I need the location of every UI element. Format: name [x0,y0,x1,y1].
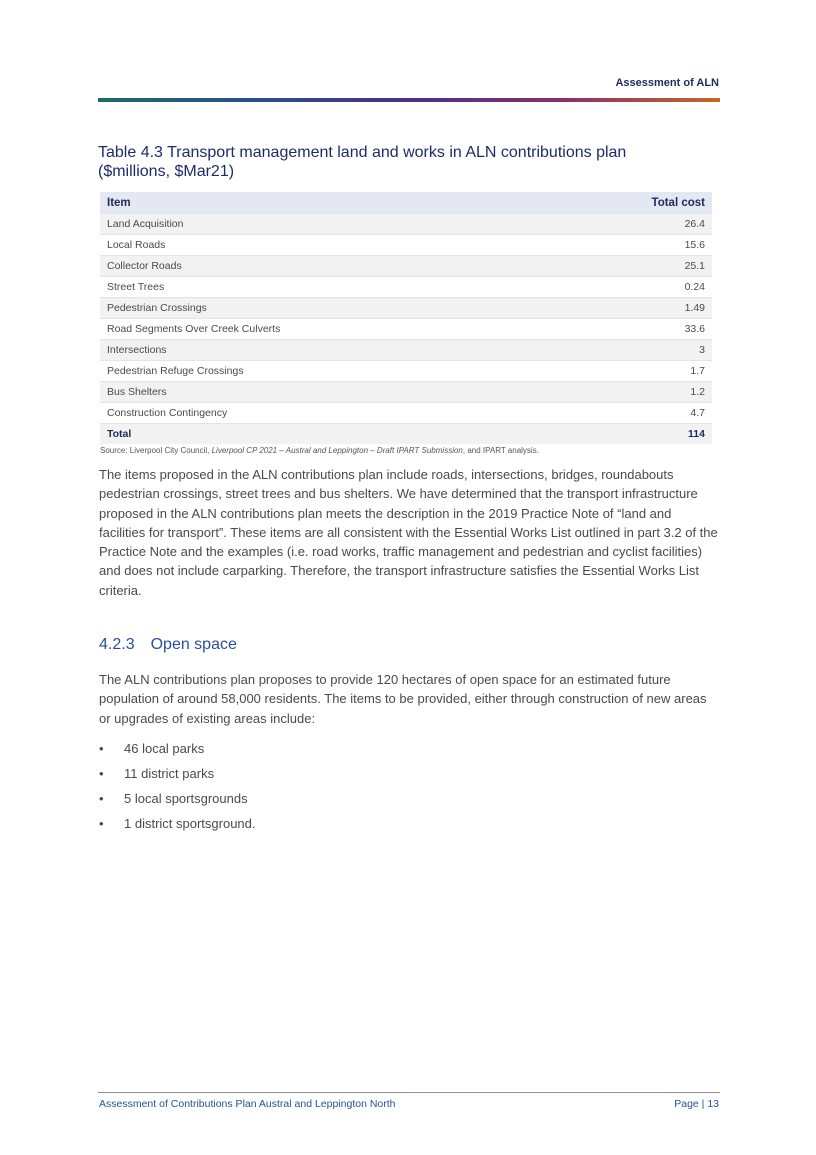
item-cell: Land Acquisition [100,214,550,235]
item-cell: Road Segments Over Creek Culverts [100,319,550,340]
cost-cell: 1.7 [550,361,712,382]
list-item [99,739,256,764]
table-caption: Table 4.3 Transport management land and works in ALN contributions plan ($millions, $Mar21) [98,144,627,180]
open-space-items-list [99,739,256,839]
item-cell: Construction Contingency [100,403,550,424]
item-cell: Local Roads [100,235,550,256]
table-row [100,298,712,319]
list-item [99,764,256,789]
transport-cost-table [100,192,712,444]
footer-page-number: Page | 13 [674,1098,719,1110]
table-row [100,319,712,340]
bullet-icon: • [99,791,104,806]
bullet-icon: • [99,766,104,781]
list-item [99,814,256,839]
table-row [100,214,712,235]
item-cell: Street Trees [100,277,550,298]
page-header-title: Assessment of ALN [615,77,719,89]
section-heading [99,636,237,654]
cost-cell: 1.2 [550,382,712,403]
cost-cell: 33.6 [550,319,712,340]
footer-rule [98,1092,720,1093]
cost-cell: 3 [550,340,712,361]
item-cell: Bus Shelters [100,382,550,403]
table-row [100,256,712,277]
source-document-title: Liverpool CP 2021 – Austral and Leppington – Draft IPART Submission [211,446,463,455]
cost-cell: 1.49 [550,298,712,319]
cost-cell: 4.7 [550,403,712,424]
cost-cell: 0.24 [550,277,712,298]
section-title: Open space [150,636,237,653]
list-item [99,789,256,814]
list-item-text: 5 local sportsgrounds [124,791,248,806]
table-header-row [100,192,712,214]
section-number: 4.2.3 [99,636,135,653]
list-item-text: 1 district sportsground. [124,816,256,831]
total-label-cell: Total [100,424,550,445]
table-row [100,403,712,424]
cost-cell: 25.1 [550,256,712,277]
footer-document-title: Assessment of Contributions Plan Austral and Leppington North [99,1098,396,1110]
list-item-text: 11 district parks [124,766,215,781]
table-source-note [100,446,720,455]
table-row [100,361,712,382]
item-cell: Collector Roads [100,256,550,277]
item-cell: Pedestrian Crossings [100,298,550,319]
header-gradient-rule [98,98,720,102]
total-cost-cell: 114 [550,424,712,445]
table-total-row [100,424,712,445]
item-cell: Intersections [100,340,550,361]
open-space-paragraph: The ALN contributions plan proposes to provide 120 hectares of open space for an estimated future population of around 58,000 residents. The items to be provided, either through construction of new areas or upgrades of existing areas include: [99,672,707,726]
transport-assessment-paragraph: The items proposed in the ALN contributions plan include roads, intersections, bridges, roundabouts pedestrian crossings, street trees and bus shelters. We have determined that the transport infrastructure proposed in the ALN contributions plan meets the description in the 2019 Practice Note of “land and facilities for transport”. These items are all consistent with the Essential Works List outlined in part 3.2 of the Practice Note and the examples (i.e. road works, traffic management and pedestrian and cyclist facilities) and does not include carparking. Therefore, the transport infrastructure satisfies the Essential Works List criteria. [99,467,718,598]
column-header-item: Item [100,192,550,214]
table-row [100,277,712,298]
table-row [100,340,712,361]
list-item-text: 46 local parks [124,741,205,756]
bullet-icon: • [99,741,104,756]
source-prefix: Source: Liverpool City Council, [100,446,212,455]
bullet-icon: • [99,816,104,831]
table-row [100,235,712,256]
table-row [100,382,712,403]
source-suffix: , and IPART analysis. [462,446,539,455]
cost-cell: 26.4 [550,214,712,235]
cost-cell: 15.6 [550,235,712,256]
column-header-total-cost: Total cost [550,192,712,214]
item-cell: Pedestrian Refuge Crossings [100,361,550,382]
